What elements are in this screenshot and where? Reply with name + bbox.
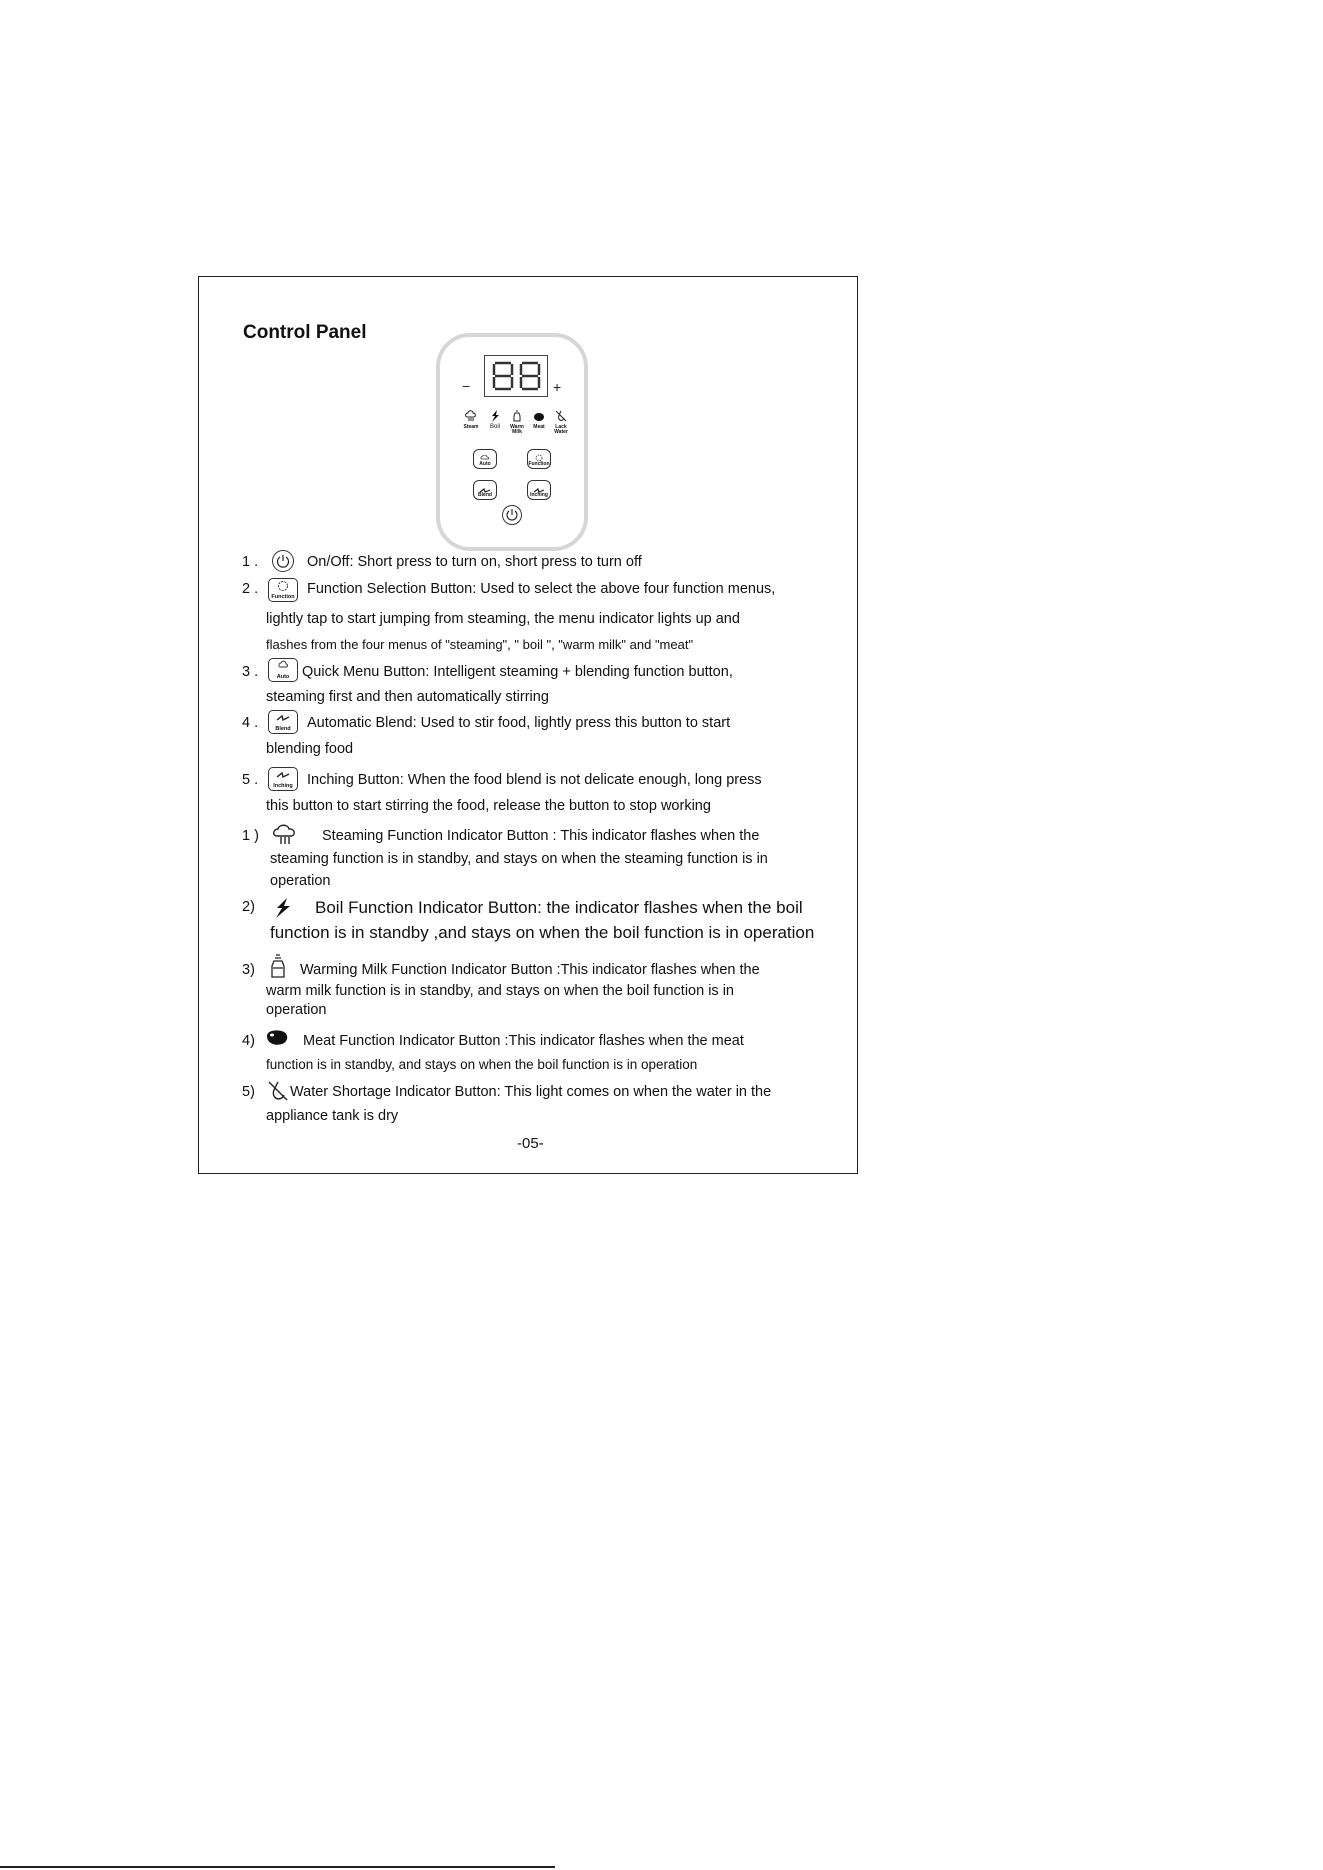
digit-icon	[492, 361, 514, 391]
item-number: 4 .	[242, 715, 259, 731]
item-number: 4)	[242, 1033, 255, 1049]
item-text: steaming first and then automatically stirring	[266, 689, 549, 705]
item-number: 3)	[242, 962, 255, 978]
steam-icon	[269, 660, 297, 672]
steam-icon	[272, 824, 298, 846]
boil-indicator	[486, 409, 504, 430]
button-label: Blend	[478, 492, 492, 498]
page-number: -05-	[517, 1135, 544, 1152]
boil-icon	[489, 410, 501, 422]
item-text: Automatic Blend: Used to stir food, lightly press this button to start	[307, 715, 731, 731]
meat-icon	[533, 410, 545, 422]
button-label: Blend	[275, 726, 291, 732]
bottom-divider	[0, 1866, 555, 1868]
power-icon	[273, 551, 293, 571]
digit-icon	[519, 361, 541, 391]
inching-button[interactable]	[527, 480, 551, 500]
item-number: 1 )	[242, 828, 259, 844]
item-text: appliance tank is dry	[266, 1108, 399, 1124]
function-button[interactable]	[527, 449, 551, 469]
blend-button-icon	[268, 710, 298, 734]
auto-button[interactable]	[473, 449, 497, 469]
button-label: Inching	[273, 783, 293, 789]
boil-icon	[272, 897, 294, 919]
power-icon	[503, 506, 521, 524]
button-label: Auto	[276, 674, 290, 680]
warm-milk-icon	[266, 953, 290, 979]
item-text: this button to start stirring the food, release the button to stop working	[266, 798, 711, 814]
item-text: flashes from the four menus of "steaming", " boil ", "warm milk" and "meat"	[266, 637, 694, 652]
item-text: function is in standby ,and stays on when the boil function is in operation	[270, 923, 815, 942]
item-text: Warming Milk Function Indicator Button :This indicator flashes when the	[300, 962, 760, 978]
indicator-label: Meat	[533, 424, 545, 430]
item-number: 2 .	[242, 581, 259, 597]
indicator-label: Boil	[489, 424, 500, 430]
item-text: steaming function is in standby, and stays on when the steaming function is in	[270, 851, 768, 867]
item-text: Inching Button: When the food blend is not delicate enough, long press	[307, 772, 762, 788]
indicator-row	[462, 409, 572, 439]
gear-icon	[269, 579, 297, 593]
item-text: Steaming Function Indicator Button : This indicator flashes when the	[322, 828, 760, 844]
button-label: Auto	[479, 461, 491, 467]
plus-sign: +	[553, 379, 562, 395]
control-panel-illustration	[436, 333, 588, 551]
item-text: Water Shortage Indicator Button: This light comes on when the water in the	[290, 1084, 772, 1100]
item-text: function is in standby, and stays on when the boil function is in operation	[266, 1057, 698, 1072]
blade-icon	[269, 769, 297, 781]
button-label: Inching	[530, 492, 548, 498]
item-text: lightly tap to start jumping from steaming, the menu indicator lights up and	[266, 611, 740, 627]
power-button[interactable]	[502, 505, 522, 525]
warm-milk-icon	[511, 410, 523, 422]
indicator-label: Lack Water	[554, 424, 568, 435]
item-text: warm milk function is in standby, and stays on when the boil function is in	[266, 983, 734, 999]
blend-button[interactable]	[473, 480, 497, 500]
item-number: 5)	[242, 1084, 255, 1100]
meat-icon	[264, 1028, 290, 1048]
warm-milk-indicator	[508, 409, 526, 435]
item-text: Boil Function Indicator Button: the indicator flashes when the boil	[315, 898, 803, 917]
button-label: Function	[528, 461, 550, 467]
indicator-label: Steam	[463, 424, 479, 430]
button-label: Function	[271, 594, 295, 600]
water-shortage-indicator	[552, 409, 570, 435]
item-text: On/Off: Short press to turn on, short press to turn off	[307, 554, 642, 570]
item-text: blending food	[266, 741, 354, 757]
item-text: operation	[270, 873, 331, 889]
power-button-icon	[272, 550, 294, 572]
blade-icon	[269, 712, 297, 724]
meat-indicator	[530, 409, 548, 430]
item-text: Function Selection Button: Used to select the above four function menus,	[307, 581, 776, 597]
item-number: 1 .	[242, 554, 259, 570]
inching-button-icon	[268, 767, 298, 791]
function-button-icon	[268, 578, 298, 602]
item-text: operation	[266, 1002, 327, 1018]
indicator-label: Warm Milk	[510, 424, 524, 435]
item-text: Quick Menu Button: Intelligent steaming + blending function button,	[302, 664, 733, 680]
item-number: 5 .	[242, 772, 259, 788]
item-number: 3 .	[242, 664, 259, 680]
section-title: Control Panel	[243, 322, 367, 343]
water-shortage-icon	[266, 1079, 290, 1103]
item-text: Meat Function Indicator Button :This indicator flashes when the meat	[303, 1033, 744, 1049]
steam-indicator	[462, 409, 480, 430]
water-shortage-icon	[555, 410, 567, 422]
seven-segment-display	[484, 355, 548, 397]
minus-sign: −	[462, 378, 471, 394]
item-number: 2)	[242, 899, 255, 915]
auto-button-icon	[268, 658, 298, 682]
steam-icon	[465, 410, 477, 422]
